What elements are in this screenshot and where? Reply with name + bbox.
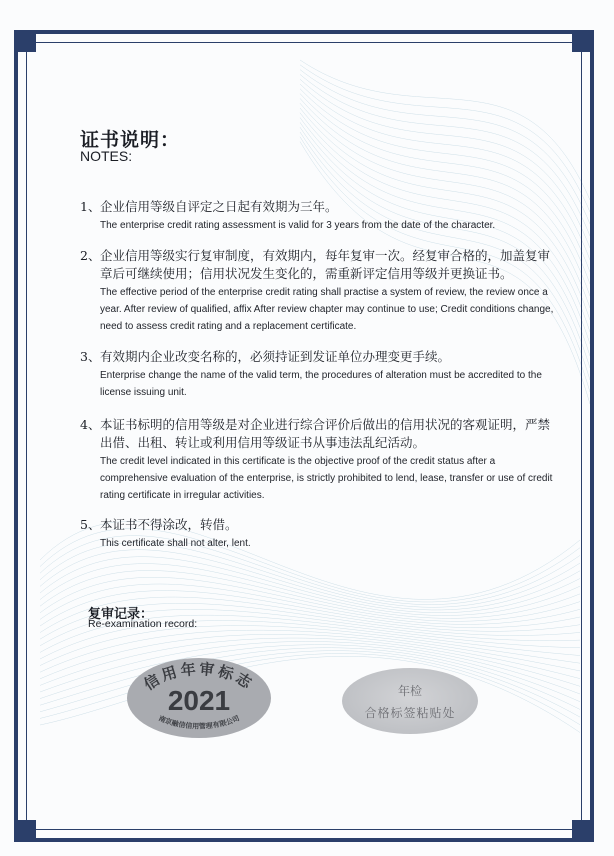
sticker-line-1: 年检 (397, 684, 422, 698)
re-examination-title-chinese: 复审记录： (88, 607, 154, 622)
note-chinese-text: 2、企业信用等级实行复审制度，有效期内，每年复审一次。经复审合格的，加盖复审章后可继续使用；信用状况发生变化的，需重新评定信用等级并更换证书。 (80, 248, 551, 281)
note-chinese-text: 1、企业信用等级自评定之日起有效期为三年。 (80, 199, 338, 214)
note-item (80, 198, 560, 234)
note-item (80, 516, 560, 552)
note-english-text: The credit level indicated in this certificate is the objective proof of the credit status after a comprehensive evaluation of the enterprise, is strictly prohibited to lend, lease, transfer or use of credit rating certificate in irregular activities. (100, 456, 553, 501)
note-english-text: The effective period of the enterprise credit rating shall practise a system of review, the review once a year. After review of qualified, affix After review chapter may continue to use; Credit conditions change, need to assess credit rating and a replacement certificate. (100, 287, 554, 332)
notes-title-english: NOTES: (80, 148, 133, 164)
note-chinese-text: 5、本证书不得涂改，转借。 (80, 517, 238, 532)
note-chinese-text: 3、有效期内企业改变名称的，必须持证到发证单位办理变更手续。 (80, 349, 451, 364)
re-examination-title-english: Re-examination record: (88, 618, 198, 630)
note-english-text: Enterprise change the name of the valid term, the procedures of alteration must be accredited to the license issuing unit. (100, 370, 542, 398)
annual-inspection-sticker-area (342, 668, 478, 734)
seal-issuer-text: 南京融信信用管理有限公司 (157, 713, 241, 731)
note-chinese-text: 4、本证书标明的信用等级是对企业进行综合评价后做出的信用状况的客观证明，严禁出借、出租、转让或利用信用等级证书从事违法乱纪活动。 (80, 417, 551, 450)
corner-ornament-top-left (18, 34, 36, 52)
note-number: 5、 (80, 517, 101, 532)
notes-title-chinese: 证书说明： (80, 129, 181, 151)
note-number: 1、 (80, 199, 101, 214)
corner-ornament-top-right (572, 34, 590, 52)
sticker-line-2: 合格标签粘贴处 (364, 706, 456, 720)
note-item (80, 348, 560, 401)
note-english-text: The enterprise credit rating assessment is valid for 3 years from the date of the character. (100, 220, 496, 231)
note-number: 2、 (80, 248, 101, 263)
note-item (80, 416, 560, 504)
seal-year: 2021 (167, 685, 231, 716)
note-item (80, 247, 560, 335)
note-number: 4、 (80, 417, 101, 432)
corner-ornament-bottom-right (572, 820, 590, 838)
annual-review-seal (124, 656, 274, 740)
corner-ornament-bottom-left (18, 820, 36, 838)
seal-top-text: 信用年审标志 (140, 659, 258, 694)
note-number: 3、 (80, 349, 101, 364)
note-english-text: This certificate shall not alter, lent. (100, 538, 251, 549)
